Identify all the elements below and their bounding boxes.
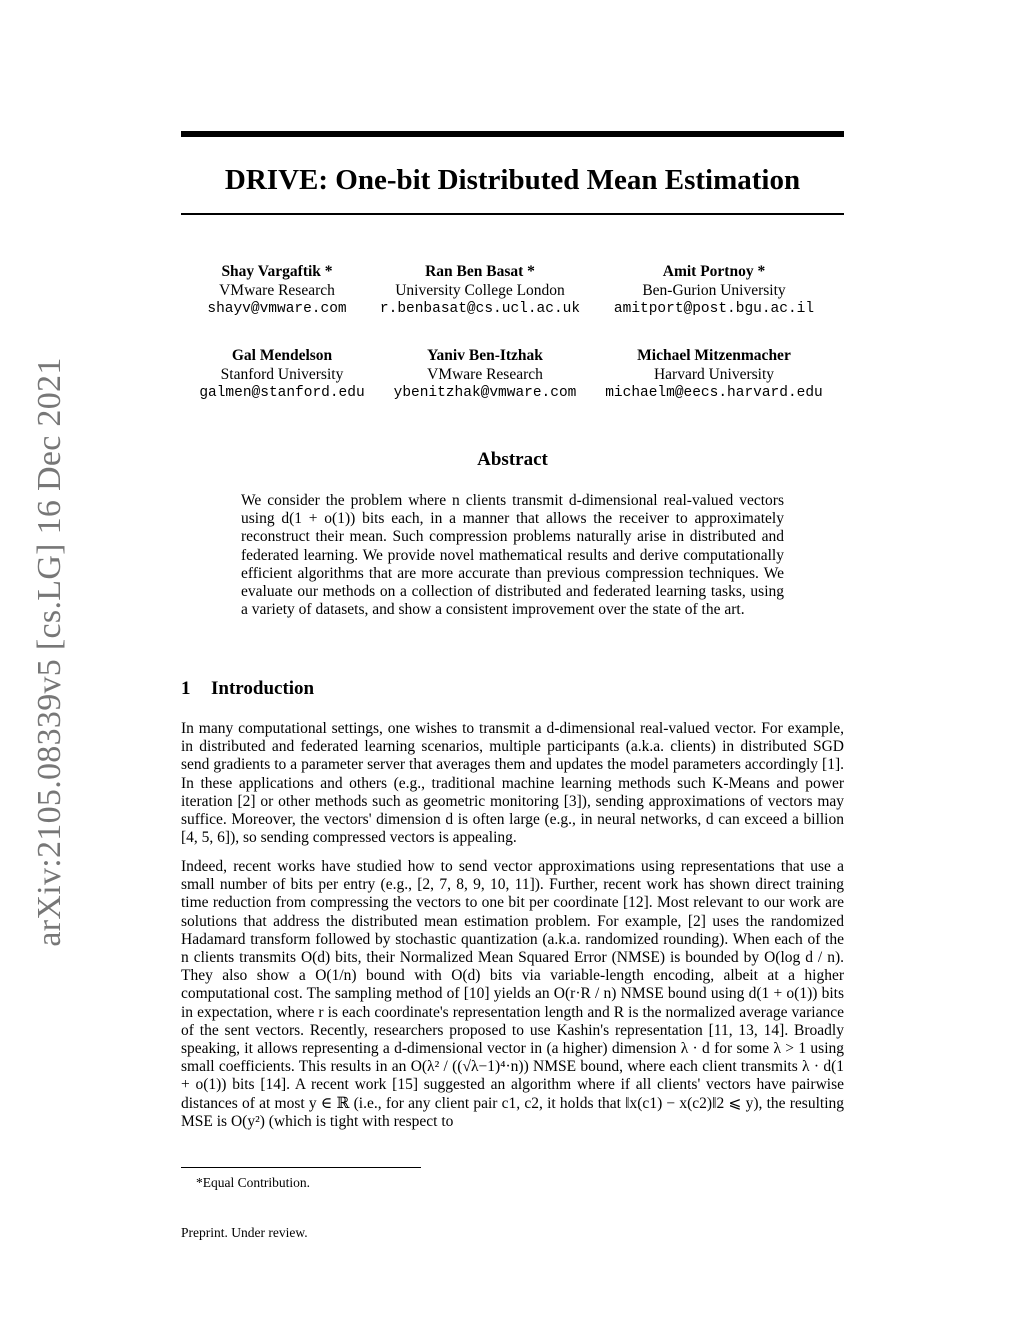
page-footer: Preprint. Under review. [181, 1225, 308, 1240]
author-name: Amit Portnoy * [662, 263, 766, 280]
title-rule-top [181, 131, 844, 137]
author-email[interactable]: michaelm@eecs.harvard.edu [605, 385, 823, 401]
arxiv-identifier: arXiv:2105.08339v5 [cs.LG] 16 Dec 2021 [31, 357, 68, 947]
author-block [350, 262, 610, 319]
body-paragraph: Indeed, recent works have studied how to send vector approximations using representations that use a small number of bits per entry (e.g., [2, 7, 8, 9, 10, 11]). Further, recent work has shown direct training time reduction from compressing the vectors to one bit per coordinate [12]. Most relevant to our work are solutions that address the distributed mean estimation problem. For example, [2] uses the randomized Hadamard transform followed by stochastic quantization (a.k.a. randomized rounding). When each of the n clients transmits O(d) bits, their Normalized Mean Squared Error (NMSE) is bounded by O(log d / n). They also show a O(1/n) bound with O(d) bits via variable-length encoding, albeit at a higher computational cost. The sampling method of [10] yields an O(r·R / n) NMSE bound using d(1 + o(1)) bits in expectation, where r is each coordinate's representation length and R is the normalized average variance of the sent vectors. Recently, researchers proposed to use Kashin's representation [11, 13, 14]. Broadly speaking, it allows representing a d-dimensional vector in (a higher) dimension λ · d for some λ > 1 using small coefficients. This results in an O(λ² / ((√λ−1)⁴·n)) NMSE bound, where each client transmits λ · d(1 + o(1)) bits [14]. A recent work [15] suggested an algorithm where if all clients' vectors have pairwise distances of at most y ∈ ℝ (i.e., for any client pair c1, c2, it holds that ‖x(c1) − x(c2)‖2 ⩽ y), the resulting MSE is O(y²) (which is tight with respect to [181, 858, 844, 1130]
author-email[interactable]: galmen@stanford.edu [199, 385, 365, 401]
abstract-heading: Abstract [477, 449, 548, 470]
author-name: Michael Mitzenmacher [637, 347, 791, 364]
author-email[interactable]: shayv@vmware.com [207, 301, 347, 317]
author-email[interactable]: ybenitzhak@vmware.com [393, 385, 577, 401]
author-name: Gal Mendelson [231, 347, 333, 364]
author-name: Shay Vargaftik * [221, 263, 333, 280]
paper-title: DRIVE: One-bit Distributed Mean Estimation [224, 164, 801, 196]
author-affiliation: Stanford University [220, 366, 344, 383]
section-number: 1 [181, 678, 191, 699]
section-heading [181, 677, 314, 701]
author-affiliation: Ben-Gurion University [642, 282, 786, 299]
author-email[interactable]: amitport@post.bgu.ac.il [613, 301, 815, 317]
author-affiliation: VMware Research [219, 282, 335, 299]
author-name: Yaniv Ben-Itzhak [427, 347, 543, 364]
author-email[interactable]: r.benbasat@cs.ucl.ac.uk [379, 301, 581, 317]
author-block [584, 262, 844, 319]
author-block [355, 346, 615, 403]
author-block [584, 346, 844, 403]
author-affiliation: University College London [395, 282, 565, 299]
abstract-text: We consider the problem where n clients transmit d-dimensional real-valued vectors using d(1 + o(1)) bits each, in a manner that allows the receiver to approximately reconstruct their mean. Such compression problems naturally arise in distributed and federated learning. We provide novel mathematical results and derive computationally efficient algorithms that are more accurate than previous compression techniques. We evaluate our methods on a collection of distributed and federated learning tasks, using a variety of datasets, and show a consistent improvement over the state of the art. [241, 492, 784, 619]
footnote-rule [181, 1167, 421, 1168]
footnote: *Equal Contribution. [196, 1175, 310, 1190]
author-affiliation: Harvard University [653, 366, 775, 383]
author-affiliation: VMware Research [427, 366, 543, 383]
section-title: Introduction [211, 678, 315, 699]
body-paragraph: In many computational settings, one wishes to transmit a d-dimensional real-valued vector. For example, in distributed and federated learning scenarios, multiple participants (a.k.a. clients) in distributed SGD send gradients to a parameter server that averages them and updates the model parameters accordingly [1]. In these applications and others (e.g., traditional machine learning methods such K-Means and power iteration [2] or other methods such as geometric monitoring [3]), sending approximations of vectors may suffice. Moreover, the vectors' dimension d is often large (e.g., in neural networks, d can exceed a billion [4, 5, 6]), so sending compressed vectors is appealing. [181, 720, 844, 847]
title-rule-bottom [181, 213, 844, 215]
author-name: Ran Ben Basat * [425, 263, 535, 280]
